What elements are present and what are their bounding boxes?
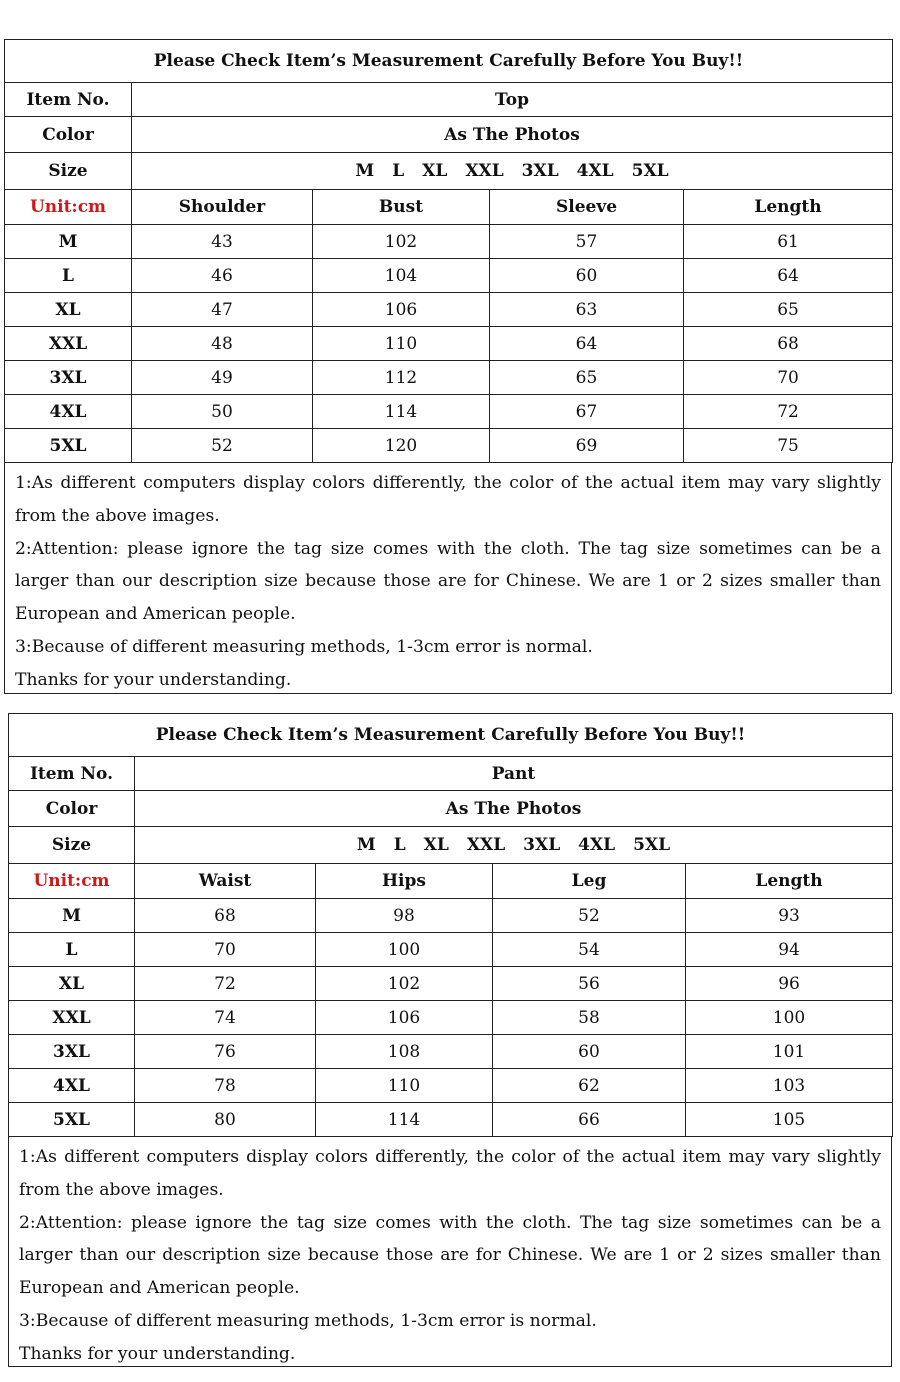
table-row: [5, 429, 893, 463]
size-list: [135, 827, 893, 864]
cell-value: 68: [135, 899, 316, 933]
note-paragraph: 2:Attention: please ignore the tag size comes with the cloth. The tag size sometimes can be a larger than our description size because those are for Chinese. We are 1 or 2 sizes smaller than European and American people.: [19, 1212, 881, 1299]
table-row: [9, 967, 893, 1001]
cell-value: 105: [686, 1103, 893, 1137]
size-option: XL: [422, 161, 448, 181]
size-option: 3XL: [521, 161, 559, 181]
note-paragraph: Thanks for your understanding.: [19, 1343, 296, 1364]
color-label: Color: [9, 791, 135, 827]
cell-value: 102: [316, 967, 493, 1001]
cell-value: 101: [686, 1035, 893, 1069]
row-size: L: [9, 933, 135, 967]
cell-value: 60: [493, 1035, 686, 1069]
cell-value: 66: [493, 1103, 686, 1137]
size-option: XXL: [466, 835, 506, 855]
cell-value: 106: [316, 1001, 493, 1035]
cell-value: 110: [313, 327, 490, 361]
table-heading: Please Check Item’s Measurement Carefully Before You Buy!!: [9, 714, 893, 757]
table-heading: Please Check Item’s Measurement Carefully Before You Buy!!: [5, 40, 893, 83]
item-no-label: Item No.: [9, 757, 135, 791]
cell-value: 76: [135, 1035, 316, 1069]
note-paragraph: 3:Because of different measuring methods, 1-3cm error is normal.: [15, 636, 593, 657]
size-chart-pant: [8, 713, 892, 1362]
note-paragraph: 2:Attention: please ignore the tag size comes with the cloth. The tag size sometimes can be a larger than our description size because those are for Chinese. We are 1 or 2 sizes smaller than European and American people.: [15, 538, 881, 625]
column-header: Sleeve: [490, 190, 684, 225]
size-option: M: [356, 835, 376, 855]
size-option: M: [355, 161, 375, 181]
column-header: Bust: [313, 190, 490, 225]
cell-value: 100: [686, 1001, 893, 1035]
size-label: Size: [9, 827, 135, 864]
item-no-value: Top: [132, 83, 893, 117]
table-row: [9, 899, 893, 933]
row-size: 5XL: [9, 1103, 135, 1137]
note-paragraph: 3:Because of different measuring methods, 1-3cm error is normal.: [19, 1310, 597, 1331]
cell-value: 72: [135, 967, 316, 1001]
cell-value: 120: [313, 429, 490, 463]
size-option: 5XL: [633, 835, 671, 855]
cell-value: 100: [316, 933, 493, 967]
row-size: M: [5, 225, 132, 259]
cell-value: 65: [684, 293, 893, 327]
cell-value: 94: [686, 933, 893, 967]
cell-value: 48: [132, 327, 313, 361]
column-header: Shoulder: [132, 190, 313, 225]
table-row: [9, 1035, 893, 1069]
cell-value: 56: [493, 967, 686, 1001]
cell-value: 68: [684, 327, 893, 361]
table-row: [5, 327, 893, 361]
row-size: M: [9, 899, 135, 933]
cell-value: 49: [132, 361, 313, 395]
table-row: [9, 1103, 893, 1137]
notes-block: [4, 463, 892, 694]
note-paragraph: 1:As different computers display colors differently, the color of the actual item may vary slightly from the above images.: [19, 1147, 881, 1200]
measurement-table-pant: [8, 713, 893, 1137]
cell-value: 70: [684, 361, 893, 395]
cell-value: 52: [493, 899, 686, 933]
cell-value: 52: [132, 429, 313, 463]
cell-value: 98: [316, 899, 493, 933]
table-row: [9, 1001, 893, 1035]
row-size: 4XL: [9, 1069, 135, 1103]
cell-value: 64: [684, 259, 893, 293]
column-header: Waist: [135, 864, 316, 899]
cell-value: 112: [313, 361, 490, 395]
row-size: 5XL: [5, 429, 132, 463]
column-header: Leg: [493, 864, 686, 899]
row-size: XXL: [5, 327, 132, 361]
size-option: 4XL: [576, 161, 614, 181]
size-option: L: [393, 835, 406, 855]
size-option: XXL: [465, 161, 504, 181]
color-label: Color: [5, 117, 132, 153]
row-size: 3XL: [5, 361, 132, 395]
size-option: L: [392, 161, 405, 181]
color-value: As The Photos: [135, 791, 893, 827]
size-option: XL: [423, 835, 449, 855]
cell-value: 106: [313, 293, 490, 327]
column-header: Length: [686, 864, 893, 899]
table-row: [5, 395, 893, 429]
cell-value: 46: [132, 259, 313, 293]
row-size: XL: [5, 293, 132, 327]
cell-value: 57: [490, 225, 684, 259]
cell-value: 58: [493, 1001, 686, 1035]
cell-value: 110: [316, 1069, 493, 1103]
size-list: [132, 153, 893, 190]
cell-value: 65: [490, 361, 684, 395]
row-size: 4XL: [5, 395, 132, 429]
size-option: 3XL: [523, 835, 561, 855]
column-header: Length: [684, 190, 893, 225]
table-row: [9, 933, 893, 967]
cell-value: 78: [135, 1069, 316, 1103]
size-label: Size: [5, 153, 132, 190]
table-row: [5, 293, 893, 327]
size-option: 5XL: [631, 161, 669, 181]
note-paragraph: Thanks for your understanding.: [15, 669, 292, 690]
table-row: [5, 225, 893, 259]
measurement-table-top: [4, 39, 893, 463]
table-row: [5, 361, 893, 395]
color-value: As The Photos: [132, 117, 893, 153]
table-row: [5, 259, 893, 293]
row-size: 3XL: [9, 1035, 135, 1069]
note-paragraph: 1:As different computers display colors differently, the color of the actual item may vary slightly from the above images.: [15, 473, 881, 526]
cell-value: 108: [316, 1035, 493, 1069]
cell-value: 93: [686, 899, 893, 933]
unit-label: Unit:cm: [5, 190, 132, 225]
cell-value: 61: [684, 225, 893, 259]
item-no-label: Item No.: [5, 83, 132, 117]
cell-value: 80: [135, 1103, 316, 1137]
notes-block: [8, 1137, 892, 1367]
cell-value: 114: [313, 395, 490, 429]
item-no-value: Pant: [135, 757, 893, 791]
cell-value: 67: [490, 395, 684, 429]
cell-value: 50: [132, 395, 313, 429]
unit-label: Unit:cm: [9, 864, 135, 899]
row-size: XL: [9, 967, 135, 1001]
cell-value: 54: [493, 933, 686, 967]
cell-value: 43: [132, 225, 313, 259]
row-size: XXL: [9, 1001, 135, 1035]
cell-value: 103: [686, 1069, 893, 1103]
column-header: Hips: [316, 864, 493, 899]
cell-value: 47: [132, 293, 313, 327]
cell-value: 70: [135, 933, 316, 967]
cell-value: 63: [490, 293, 684, 327]
cell-value: 74: [135, 1001, 316, 1035]
cell-value: 75: [684, 429, 893, 463]
cell-value: 102: [313, 225, 490, 259]
cell-value: 62: [493, 1069, 686, 1103]
cell-value: 69: [490, 429, 684, 463]
table-row: [9, 1069, 893, 1103]
cell-value: 104: [313, 259, 490, 293]
size-option: 4XL: [578, 835, 616, 855]
cell-value: 72: [684, 395, 893, 429]
cell-value: 114: [316, 1103, 493, 1137]
cell-value: 60: [490, 259, 684, 293]
size-chart-top: [4, 39, 892, 689]
row-size: L: [5, 259, 132, 293]
cell-value: 96: [686, 967, 893, 1001]
cell-value: 64: [490, 327, 684, 361]
